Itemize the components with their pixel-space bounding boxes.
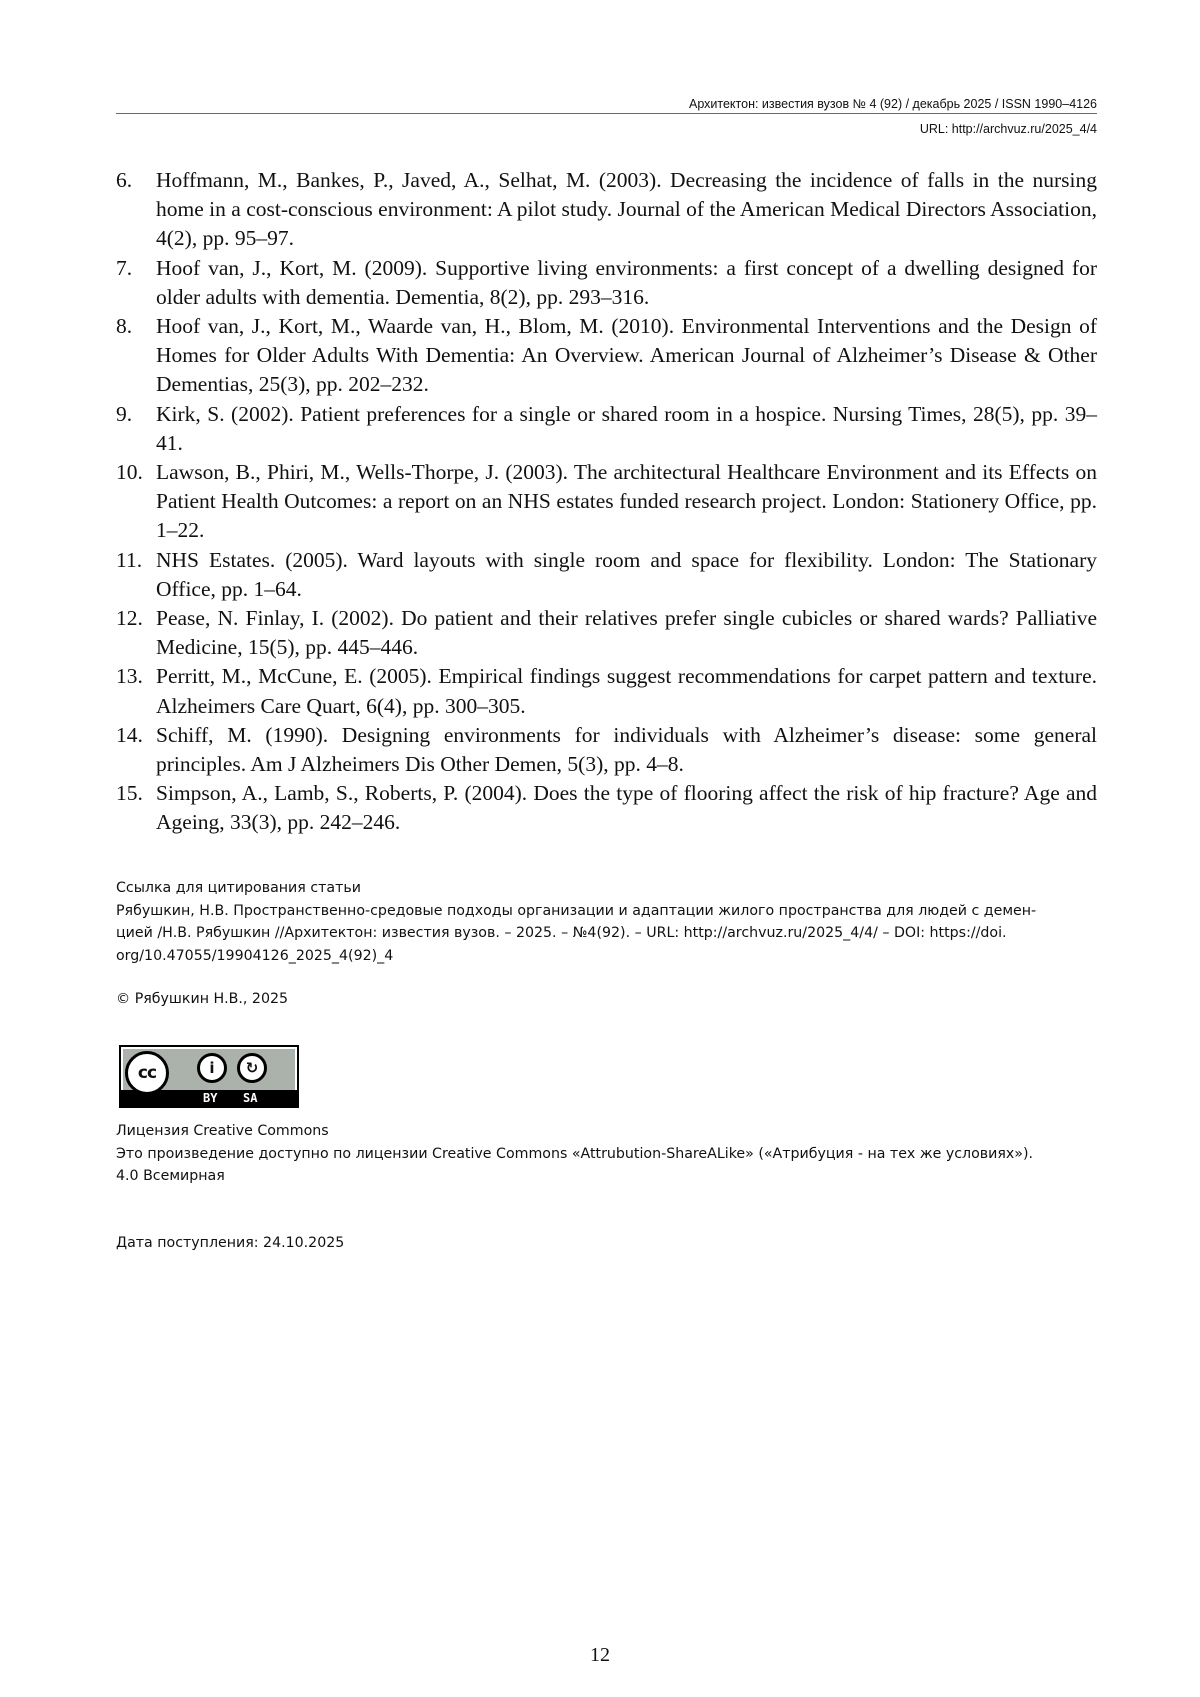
cc-icon: cc [125,1051,169,1095]
reference-text: Perritt, M., McCune, E. (2005). Empirical findings suggest recommendations for carpet pattern and texture. Alzheimers Care Quart, 6(4), pp. 300–305. [156,664,1097,718]
reference-number: 8. [116,314,133,339]
reference-text: Kirk, S. (2002). Patient preferences for a single or shared room in a hospice. Nursing Times, 28(5), pp. 39–41. [156,401,1097,455]
license-version: 4.0 Всемирная [116,1168,225,1184]
reference-text: Hoof van, J., Kort, M., Waarde van, H., Blom, M. (2010). Environmental Interventions and the Design of Homes for Older Adults With Dementia: An Overview. American Journal of Alzheimer’s Disease & Other Dementias, 25(3), pp. 202–232. [156,314,1097,397]
reference-text: Simpson, A., Lamb, S., Roberts, P. (2004). Does the type of flooring affect the risk of hip fracture? Age and Ageing, 33(3), pp. 242–246. [156,781,1097,835]
reference-item [116,400,1097,458]
reference-number: 15. [116,781,143,806]
reference-number: 7. [116,255,133,280]
reference-item [116,312,1097,400]
received-date: Дата поступления: 24.10.2025 [116,1235,345,1251]
article-url: URL: http://archvuz.ru/2025_4/4 [919,122,1097,136]
cc-by-sa-badge [119,1045,299,1108]
header-rule [116,113,1097,114]
reference-item [116,458,1097,546]
reference-number: 14. [116,722,143,747]
reference-number: 6. [116,168,133,192]
reference-list [116,166,1097,838]
reference-number: 13. [116,664,143,689]
license-description: Это произведение доступно по лицензии Creative Commons «Attrubution-ShareALike» («Атрибуция - на тех же условиях»). [116,1145,1034,1162]
reference-item [116,604,1097,662]
reference-number: 10. [116,460,143,485]
citation-line: org/10.47055/19904126_2025_4(92)_4 [116,947,394,964]
reference-text: Hoffmann, M., Bankes, P., Javed, A., Selhat, M. (2003). Decreasing the incidence of falls in the nursing home in a cost-conscious environment: A pilot study. Journal of the American Medical Directors Association, 4(2), pp. 95–97. [156,168,1097,251]
reference-number: 9. [116,401,133,426]
reference-text: NHS Estates. (2005). Ward layouts with single room and space for flexibility. London: The Stationary Office, pp. 1–64. [156,547,1097,601]
reference-item [116,254,1097,312]
reference-item [116,166,1097,254]
reference-text: Pease, N. Finlay, I. (2002). Do patient and their relatives prefer single cubicles or shared wards? Palliative Medicine, 15(5), pp. 445–446. [156,606,1097,660]
journal-info: Архитектон: известия вузов № 4 (92) / декабрь 2025 / ISSN 1990–4126 [689,97,1097,111]
attribution-icon: i [197,1053,227,1083]
reference-text: Hoof van, J., Kort, M. (2009). Supportive living environments: a first concept of a dwelling designed for older adults with dementia. Dementia, 8(2), pp. 293–316. [156,255,1097,309]
reference-number: 11. [116,547,143,572]
license-block [116,1120,1097,1188]
reference-text: Lawson, B., Phiri, M., Wells-Thorpe, J. (2003). The architectural Healthcare Environment and its Effects on Patient Health Outcomes: a report on an NHS estates funded research project. London: Stationery Office, pp. 1–22. [156,460,1097,543]
reference-item [116,779,1097,837]
reference-item [116,662,1097,720]
citation-heading: Ссылка для цитирования статьи [116,880,361,896]
reference-item [116,546,1097,604]
page-number: 12 [590,1644,610,1666]
reference-number: 12. [116,606,143,631]
badge-label-sa: SA [243,1091,258,1105]
citation-line: Рябушкин, Н.В. Пространственно-средовые подходы организации и адаптации жилого пространства для людей с демен- [116,902,1037,919]
license-heading: Лицензия Creative Commons [116,1123,329,1139]
reference-item [116,721,1097,779]
copyright-notice: © Рябушкин Н.В., 2025 [116,991,289,1007]
citation-line: цией /Н.В. Рябушкин //Архитектон: известия вузов. – 2025. – №4(92). – URL: http://archvuz.ru/2025_4/4/ – DOI: https://doi. [116,925,1007,941]
share-alike-icon: ↻ [237,1053,267,1083]
running-header [116,96,1097,137]
badge-label-by: BY [203,1091,218,1105]
reference-text: Schiff, M. (1990). Designing environments for individuals with Alzheimer’s disease: some general principles. Am J Alzheimers Dis Other Demen, 5(3), pp. 4–8. [156,722,1097,777]
citation-block [116,877,1097,967]
